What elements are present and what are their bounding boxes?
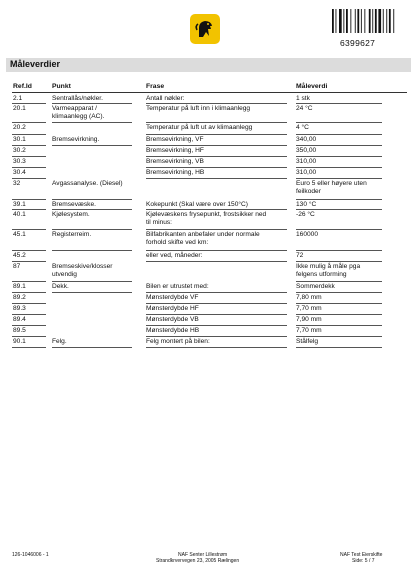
row-frase: Temperatur på luft inn i klimaanlegg [146,105,251,112]
footer-center-line2: Strandkrvervegen 23, 2005 Rælingen [156,558,240,564]
row-underline [146,303,287,304]
row-underline [296,199,382,200]
row-ref: 89.3 [13,305,26,312]
row-underline [52,281,132,282]
row-underline [146,229,287,230]
row-maleverdi: 350,00 [296,147,317,154]
col-header-frase: Frase [146,83,165,90]
row-maleverdi: Ikke mulig å måle pga felgens utforming [296,263,361,278]
row-ref: 20.1 [13,105,26,112]
row-underline [52,209,132,210]
row-underline [146,292,287,293]
row-punkt: Registerreim. [52,231,92,238]
row-ref: 89.5 [13,327,26,334]
row-underline [296,292,382,293]
row-underline [12,325,46,326]
row-maleverdi: -26 °C [296,211,315,218]
row-ref: 90.1 [13,338,26,345]
footer-left: 126-1046006 - 1 [12,552,49,558]
row-ref: 39.1 [13,201,26,208]
row-maleverdi: 130 °C [296,201,317,208]
row-underline [52,145,132,146]
row-frase: Temperatur på luft ut av klimaanlegg [146,124,253,131]
row-underline [52,250,132,251]
row-frase: Bremsevirkning, VF [146,136,204,143]
row-underline [12,347,46,348]
row-frase: Bremsevirkning, HB [146,169,205,176]
row-underline [296,347,382,348]
row-underline [12,209,46,210]
row-underline [296,145,382,146]
row-maleverdi: 7,80 mm [296,294,322,301]
row-underline [146,314,287,315]
row-frase: Bremsevirkning, HF [146,147,204,154]
row-maleverdi: 160000 [296,231,319,238]
row-frase: Mønsterdybde VF [146,294,199,301]
row-underline [12,134,46,135]
row-underline [146,178,287,179]
row-underline [146,261,287,262]
col-header-punkt: Punkt [52,83,71,90]
row-punkt: Bremseskive/klosser utvendig [52,263,113,278]
row-underline [146,325,287,326]
row-underline [296,103,382,104]
row-underline [52,103,132,104]
row-underline [146,347,287,348]
row-maleverdi: 7,70 mm [296,327,322,334]
row-ref: 45.2 [13,252,26,259]
row-maleverdi: 1 stk [296,95,310,102]
row-underline [296,178,382,179]
row-frase: Bilfabrikanten anbefaler under normale forhold skifte ved km: [146,231,260,246]
row-ref: 30.3 [13,158,26,165]
row-frase: eller ved, måneder: [146,252,203,259]
row-underline [296,229,382,230]
row-ref: 45.1 [13,231,26,238]
row-punkt: Bremsevæske. [52,201,96,208]
row-maleverdi: 72 [296,252,304,259]
row-ref: 89.2 [13,294,26,301]
row-punkt: Kjølesystem. [52,211,90,218]
naf-lion-logo-icon [190,14,220,44]
row-underline [146,156,287,157]
row-underline [12,103,46,104]
row-underline [52,229,132,230]
row-underline [12,250,46,251]
row-maleverdi: Stålfelg [296,338,318,345]
row-underline [146,145,287,146]
row-underline [296,281,382,282]
row-underline [146,336,287,337]
row-underline [296,336,382,337]
row-maleverdi: 310,00 [296,169,317,176]
barcode-icon [332,9,396,33]
row-underline [146,250,287,251]
row-underline [12,336,46,337]
row-punkt: Bremsevirkning. [52,136,100,143]
row-frase: Antall nøkler: [146,95,185,102]
row-underline [12,229,46,230]
row-underline [146,134,287,135]
row-underline [52,122,132,123]
row-ref: 20.2 [13,124,26,131]
row-ref: 2.1 [13,95,23,102]
row-maleverdi: 7,70 mm [296,305,322,312]
row-underline [12,281,46,282]
row-maleverdi: 4 °C [296,124,309,131]
row-underline [12,167,46,168]
row-maleverdi: Sommerdekk [296,283,335,290]
naf-logo [190,14,220,44]
row-underline [146,122,287,123]
row-punkt: Varmeapparat / klimaanlegg (AC). [52,105,105,120]
row-maleverdi: 7,90 mm [296,316,322,323]
col-header-ref: Ref.Id [13,83,32,90]
row-underline [296,261,382,262]
row-frase: Felg montert på bilen: [146,338,210,345]
row-underline [12,261,46,262]
row-underline [12,303,46,304]
row-underline [12,145,46,146]
row-maleverdi: 24 °C [296,105,313,112]
row-maleverdi: Euro 5 eller høyere uten feilkoder [296,180,367,195]
row-frase: Kjølevæskens frysepunkt, frostsikker ned til minus: [146,211,267,226]
section-title: Måleverdier [10,59,61,69]
row-underline [146,167,287,168]
row-ref: 30.2 [13,147,26,154]
row-underline [12,314,46,315]
header-divider [12,92,407,93]
barcode-number: 6399627 [340,38,376,48]
row-underline [296,209,382,210]
row-underline [296,303,382,304]
row-frase: Bilen er utrustet med: [146,283,209,290]
row-punkt: Felg. [52,338,67,345]
row-ref: 89.4 [13,316,26,323]
row-ref: 40.1 [13,211,26,218]
row-ref: 30.4 [13,169,26,176]
row-maleverdi: 310,00 [296,158,317,165]
row-punkt: Avgassanalyse. (Diesel) [52,180,123,187]
section-title-band [6,58,411,72]
row-underline [52,199,132,200]
row-ref: 30.1 [13,136,26,143]
row-frase: Bremsevirkning, VB [146,158,204,165]
row-punkt: Dekk. [52,283,69,290]
row-underline [12,156,46,157]
row-frase: Mønsterdybde HB [146,327,200,334]
col-header-maleverdi: Måleverdi [296,83,328,90]
row-underline [12,292,46,293]
row-frase: Kokepunkt (Skal være over 150°C) [146,201,248,208]
row-ref: 32 [13,180,21,187]
row-underline [296,167,382,168]
row-punkt: Sentrallås/nøkler. [52,95,103,102]
row-underline [146,103,287,104]
row-underline [296,156,382,157]
row-underline [296,250,382,251]
row-frase: Mønsterdybde VB [146,316,199,323]
footer-right-line1: NAF Test Eierskifte [340,552,383,558]
row-underline [12,199,46,200]
row-underline [296,122,382,123]
row-ref: 89.1 [13,283,26,290]
row-maleverdi: 340,00 [296,136,317,143]
row-underline [296,314,382,315]
row-underline [296,325,382,326]
row-ref: 87 [13,263,21,270]
footer-center-line1: NAF Senter Lillestrøm [178,552,228,558]
row-underline [52,347,132,348]
row-underline [146,209,287,210]
row-underline [52,292,132,293]
row-frase: Mønsterdybde HF [146,305,199,312]
row-underline [12,178,46,179]
row-underline [296,134,382,135]
row-underline [12,122,46,123]
footer-right-line2: Side: 5 / 7 [352,558,375,564]
